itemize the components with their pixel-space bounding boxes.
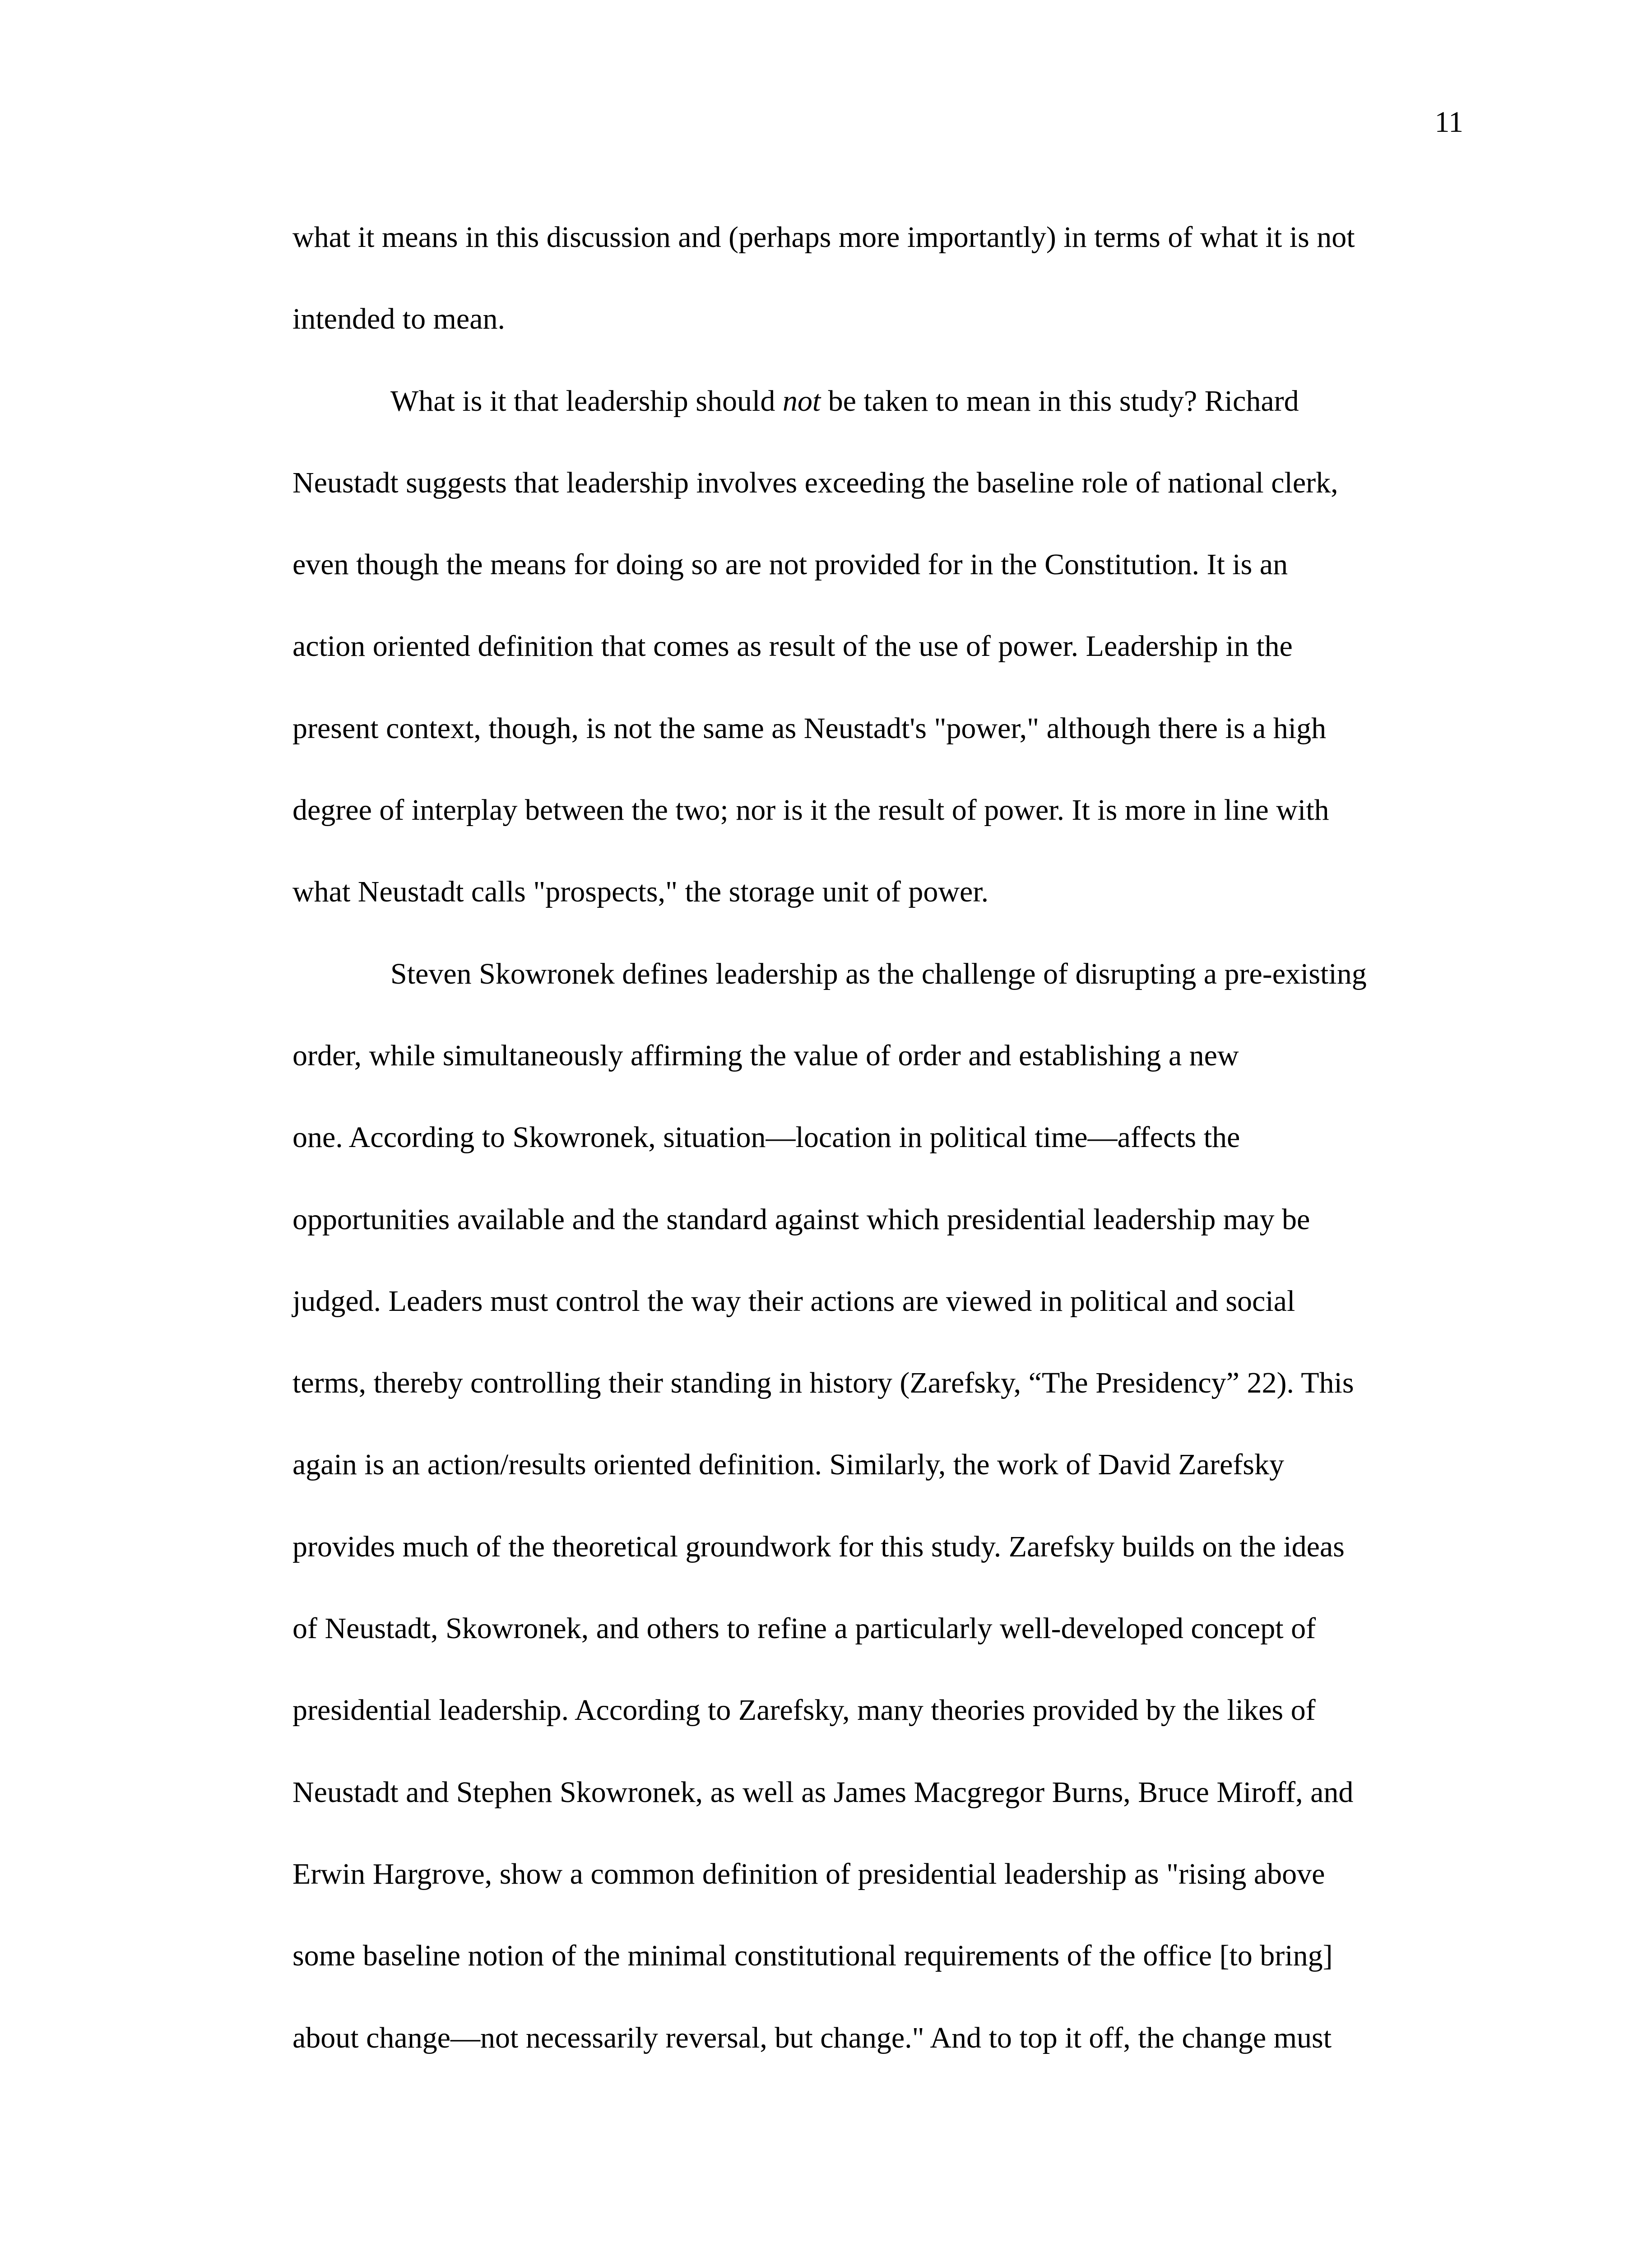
text-line: what it means in this discussion and (perhaps more importantly) in terms of what it is not: [292, 221, 1355, 254]
text-line: present context, though, is not the same as Neustadt's "power," although there is a high: [292, 711, 1327, 745]
text-span: What is it that leadership should: [390, 384, 783, 418]
text-line: what Neustadt calls "prospects," the storage unit of power.: [292, 875, 989, 909]
text-line: provides much of the theoretical groundwork for this study. Zarefsky builds on the ideas: [292, 1530, 1345, 1563]
text-line: presidential leadership. According to Zarefsky, many theories provided by the likes of: [292, 1694, 1316, 1727]
text-line: even though the means for doing so are not provided for in the Constitution. It is an: [292, 548, 1288, 581]
text-line: action oriented definition that comes as result of the use of power. Leadership in the: [292, 630, 1293, 663]
text-line: again is an action/results oriented definition. Similarly, the work of David Zarefsky: [292, 1448, 1284, 1481]
text-span: be taken to mean in this study? Richard: [821, 384, 1299, 418]
text-line: some baseline notion of the minimal constitutional requirements of the office [to bring]: [292, 1939, 1333, 1973]
paragraph-start-line: Steven Skowronek defines leadership as the challenge of disrupting a pre-existing: [390, 957, 1367, 990]
text-line: degree of interplay between the two; nor is it the result of power. It is more in line with: [292, 794, 1329, 827]
text-line: about change—not necessarily reversal, but change." And to top it off, the change must: [292, 2021, 1332, 2054]
paragraph-start-line: [292, 379, 1466, 460]
text-line: judged. Leaders must control the way their actions are viewed in political and social: [292, 1284, 1295, 1318]
body-text: [292, 215, 1466, 2097]
emphasis-text: not: [782, 384, 821, 418]
text-line: Neustadt and Stephen Skowronek, as well as James Macgregor Burns, Bruce Miroff, and: [292, 1775, 1354, 1809]
text-line: one. According to Skowronek, situation—location in political time—affects the: [292, 1121, 1240, 1154]
text-line: intended to mean.: [292, 302, 506, 336]
text-line: terms, thereby controlling their standing in history (Zarefsky, “The Presidency” 22). This: [292, 1366, 1354, 1400]
text-line: opportunities available and the standard against which presidential leadership may be: [292, 1203, 1310, 1236]
text-line: order, while simultaneously affirming the value of order and establishing a new: [292, 1039, 1239, 1072]
page-number: 11: [1434, 106, 1463, 139]
text-line: of Neustadt, Skowronek, and others to refine a particularly well-developed concept of: [292, 1612, 1316, 1645]
text-line: Erwin Hargrove, show a common definition of presidential leadership as "rising above: [292, 1857, 1325, 1890]
text-line: Neustadt suggests that leadership involves exceeding the baseline role of national clerk,: [292, 466, 1338, 499]
